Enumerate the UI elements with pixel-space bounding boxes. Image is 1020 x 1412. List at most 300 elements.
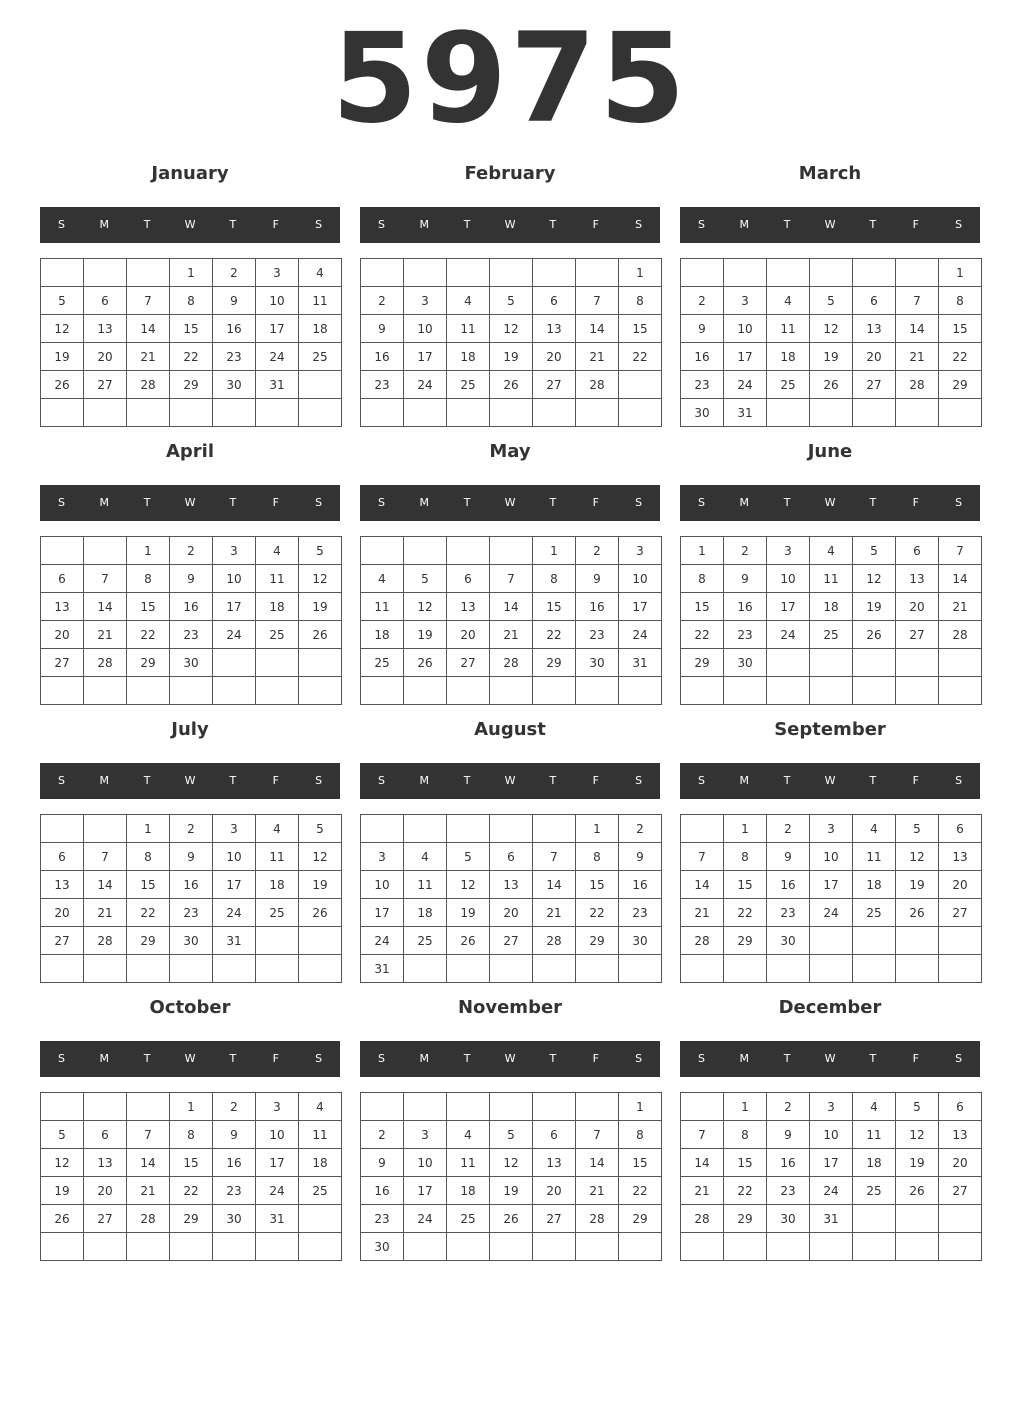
day-cell: 4 bbox=[299, 259, 342, 287]
day-cell: 26 bbox=[41, 1205, 84, 1233]
day-cell: 2 bbox=[576, 537, 619, 565]
weekday-label: S bbox=[377, 496, 385, 509]
day-cell: 31 bbox=[724, 399, 767, 427]
day-cell bbox=[41, 955, 84, 983]
day-cell bbox=[213, 649, 256, 677]
day-cell: 9 bbox=[170, 565, 213, 593]
month-title: August bbox=[474, 719, 546, 740]
day-cell: 6 bbox=[41, 843, 84, 871]
day-cell: 27 bbox=[853, 371, 896, 399]
day-cell bbox=[810, 649, 853, 677]
day-cell: 13 bbox=[490, 871, 533, 899]
week-row bbox=[681, 259, 982, 287]
week-row bbox=[361, 1177, 662, 1205]
day-cell: 21 bbox=[681, 899, 724, 927]
day-cell: 27 bbox=[84, 1205, 127, 1233]
day-cell: 28 bbox=[576, 371, 619, 399]
week-row bbox=[41, 649, 342, 677]
day-cell: 26 bbox=[896, 899, 939, 927]
day-cell: 6 bbox=[490, 843, 533, 871]
day-cell bbox=[853, 1205, 896, 1233]
day-cell: 6 bbox=[84, 1121, 127, 1149]
week-row bbox=[41, 565, 342, 593]
weekday-label: S bbox=[377, 774, 385, 787]
weekday-label: W bbox=[824, 218, 836, 231]
day-cell: 16 bbox=[619, 871, 662, 899]
day-cell: 5 bbox=[896, 1093, 939, 1121]
day-cell: 16 bbox=[213, 1149, 256, 1177]
day-cell: 5 bbox=[490, 287, 533, 315]
day-cell: 6 bbox=[447, 565, 490, 593]
week-row bbox=[681, 1121, 982, 1149]
day-cell: 15 bbox=[170, 315, 213, 343]
month-title: July bbox=[171, 719, 209, 740]
day-cell: 26 bbox=[447, 927, 490, 955]
day-cell: 18 bbox=[299, 315, 342, 343]
week-row bbox=[41, 677, 342, 705]
month-title: March bbox=[798, 163, 862, 184]
day-cell: 26 bbox=[490, 1205, 533, 1233]
day-cell: 2 bbox=[681, 287, 724, 315]
week-row bbox=[41, 593, 342, 621]
day-cell: 6 bbox=[533, 1121, 576, 1149]
day-cell: 21 bbox=[896, 343, 939, 371]
day-cell: 1 bbox=[170, 1093, 213, 1121]
week-row bbox=[361, 1149, 662, 1177]
days-grid bbox=[360, 536, 662, 705]
day-cell: 22 bbox=[170, 343, 213, 371]
day-cell bbox=[404, 1093, 447, 1121]
day-cell: 10 bbox=[724, 315, 767, 343]
week-row bbox=[681, 677, 982, 705]
week-row bbox=[361, 565, 662, 593]
day-cell bbox=[810, 677, 853, 705]
day-cell: 16 bbox=[767, 871, 810, 899]
day-cell: 1 bbox=[619, 259, 662, 287]
day-cell bbox=[127, 1093, 170, 1121]
day-cell: 9 bbox=[767, 843, 810, 871]
day-cell: 1 bbox=[170, 259, 213, 287]
weekday-label: T bbox=[463, 1052, 471, 1065]
month-title: September bbox=[774, 719, 886, 740]
day-cell bbox=[767, 955, 810, 983]
day-cell bbox=[939, 677, 982, 705]
day-cell: 10 bbox=[361, 871, 404, 899]
day-cell bbox=[41, 399, 84, 427]
day-cell bbox=[361, 259, 404, 287]
week-row bbox=[41, 955, 342, 983]
day-cell: 12 bbox=[810, 315, 853, 343]
month-title: October bbox=[149, 997, 231, 1018]
weekday-label: T bbox=[463, 496, 471, 509]
weekday-label: M bbox=[99, 496, 110, 509]
day-cell: 30 bbox=[724, 649, 767, 677]
week-row bbox=[681, 371, 982, 399]
weekday-label: F bbox=[592, 774, 599, 787]
day-cell: 13 bbox=[84, 1149, 127, 1177]
day-cell: 6 bbox=[533, 287, 576, 315]
day-cell: 2 bbox=[361, 1121, 404, 1149]
day-cell: 1 bbox=[127, 537, 170, 565]
weekday-label: F bbox=[272, 774, 279, 787]
week-row bbox=[681, 621, 982, 649]
weekday-label: S bbox=[57, 496, 65, 509]
day-cell: 9 bbox=[724, 565, 767, 593]
day-cell: 29 bbox=[127, 649, 170, 677]
day-cell: 25 bbox=[299, 1177, 342, 1205]
day-cell: 30 bbox=[361, 1233, 404, 1261]
day-cell bbox=[490, 537, 533, 565]
day-cell bbox=[767, 677, 810, 705]
week-row bbox=[681, 649, 982, 677]
week-row bbox=[681, 927, 982, 955]
day-cell: 26 bbox=[299, 621, 342, 649]
day-cell bbox=[853, 399, 896, 427]
weekday-label: T bbox=[549, 218, 557, 231]
day-cell: 9 bbox=[213, 1121, 256, 1149]
weekday-label: F bbox=[912, 774, 919, 787]
day-cell bbox=[533, 1233, 576, 1261]
day-cell: 30 bbox=[576, 649, 619, 677]
day-cell bbox=[810, 927, 853, 955]
day-cell: 5 bbox=[447, 843, 490, 871]
day-cell: 21 bbox=[533, 899, 576, 927]
day-cell: 25 bbox=[299, 343, 342, 371]
day-cell: 10 bbox=[256, 287, 299, 315]
weekday-label: S bbox=[635, 1052, 643, 1065]
day-cell bbox=[404, 815, 447, 843]
day-cell: 23 bbox=[213, 343, 256, 371]
day-cell: 25 bbox=[810, 621, 853, 649]
weekday-label: T bbox=[229, 218, 237, 231]
day-cell: 12 bbox=[447, 871, 490, 899]
day-cell: 31 bbox=[213, 927, 256, 955]
day-cell: 3 bbox=[213, 815, 256, 843]
day-cell bbox=[619, 1233, 662, 1261]
day-cell: 24 bbox=[810, 899, 853, 927]
day-cell: 15 bbox=[619, 315, 662, 343]
day-cell: 16 bbox=[170, 593, 213, 621]
weekday-label: T bbox=[783, 1052, 791, 1065]
weekday-header bbox=[40, 763, 340, 799]
day-cell: 13 bbox=[41, 593, 84, 621]
week-row bbox=[361, 343, 662, 371]
week-row bbox=[361, 1093, 662, 1121]
day-cell: 29 bbox=[533, 649, 576, 677]
day-cell: 24 bbox=[810, 1177, 853, 1205]
day-cell: 1 bbox=[127, 815, 170, 843]
day-cell bbox=[404, 1233, 447, 1261]
day-cell: 8 bbox=[533, 565, 576, 593]
weekday-header bbox=[680, 1041, 980, 1077]
week-row bbox=[41, 537, 342, 565]
week-row bbox=[41, 899, 342, 927]
day-cell: 10 bbox=[256, 1121, 299, 1149]
weekday-label: S bbox=[57, 218, 65, 231]
day-cell: 18 bbox=[853, 1149, 896, 1177]
day-cell: 21 bbox=[576, 1177, 619, 1205]
day-cell: 16 bbox=[724, 593, 767, 621]
weekday-label: S bbox=[635, 774, 643, 787]
day-cell: 4 bbox=[447, 287, 490, 315]
day-cell: 2 bbox=[170, 815, 213, 843]
day-cell: 1 bbox=[576, 815, 619, 843]
week-row bbox=[361, 315, 662, 343]
day-cell: 2 bbox=[213, 259, 256, 287]
day-cell: 28 bbox=[490, 649, 533, 677]
day-cell: 30 bbox=[681, 399, 724, 427]
day-cell: 22 bbox=[619, 1177, 662, 1205]
week-row bbox=[41, 1149, 342, 1177]
weekday-label: M bbox=[739, 496, 750, 509]
day-cell: 12 bbox=[896, 1121, 939, 1149]
day-cell: 18 bbox=[256, 593, 299, 621]
weekday-label: F bbox=[272, 1052, 279, 1065]
month-title: May bbox=[489, 441, 531, 462]
day-cell: 29 bbox=[724, 927, 767, 955]
day-cell: 27 bbox=[939, 1177, 982, 1205]
day-cell bbox=[533, 399, 576, 427]
day-cell: 16 bbox=[361, 343, 404, 371]
weekday-label: M bbox=[739, 218, 750, 231]
week-row bbox=[41, 371, 342, 399]
day-cell: 11 bbox=[299, 287, 342, 315]
week-row bbox=[681, 1093, 982, 1121]
day-cell: 7 bbox=[681, 1121, 724, 1149]
week-row bbox=[681, 1177, 982, 1205]
day-cell: 2 bbox=[619, 815, 662, 843]
weekday-label: S bbox=[377, 1052, 385, 1065]
day-cell: 17 bbox=[767, 593, 810, 621]
day-cell bbox=[170, 955, 213, 983]
weekday-label: M bbox=[419, 496, 430, 509]
day-cell: 7 bbox=[576, 287, 619, 315]
day-cell: 2 bbox=[724, 537, 767, 565]
day-cell: 13 bbox=[41, 871, 84, 899]
weekday-label: F bbox=[912, 496, 919, 509]
weekday-header bbox=[360, 1041, 660, 1077]
weekday-label: T bbox=[143, 218, 151, 231]
week-row bbox=[361, 1121, 662, 1149]
day-cell: 7 bbox=[576, 1121, 619, 1149]
week-row bbox=[41, 1177, 342, 1205]
weekday-label: T bbox=[229, 774, 237, 787]
day-cell: 8 bbox=[681, 565, 724, 593]
day-cell: 29 bbox=[619, 1205, 662, 1233]
day-cell: 25 bbox=[853, 1177, 896, 1205]
weekday-label: T bbox=[463, 774, 471, 787]
day-cell: 14 bbox=[533, 871, 576, 899]
day-cell bbox=[213, 1233, 256, 1261]
weekday-label: W bbox=[504, 774, 516, 787]
day-cell: 9 bbox=[361, 1149, 404, 1177]
day-cell bbox=[361, 399, 404, 427]
day-cell: 23 bbox=[361, 1205, 404, 1233]
day-cell: 18 bbox=[299, 1149, 342, 1177]
weekday-label: M bbox=[99, 774, 110, 787]
month-title: June bbox=[807, 441, 853, 462]
weekday-label: W bbox=[504, 496, 516, 509]
weekday-label: M bbox=[419, 774, 430, 787]
month-title: April bbox=[165, 441, 215, 462]
day-cell: 6 bbox=[939, 815, 982, 843]
day-cell: 5 bbox=[810, 287, 853, 315]
day-cell: 30 bbox=[619, 927, 662, 955]
week-row bbox=[361, 537, 662, 565]
day-cell bbox=[84, 815, 127, 843]
weekday-label: S bbox=[57, 1052, 65, 1065]
day-cell: 17 bbox=[724, 343, 767, 371]
month-december bbox=[680, 993, 980, 1226]
day-cell: 7 bbox=[127, 287, 170, 315]
day-cell: 10 bbox=[810, 843, 853, 871]
month-march bbox=[680, 159, 980, 420]
day-cell: 24 bbox=[213, 899, 256, 927]
day-cell: 23 bbox=[767, 1177, 810, 1205]
day-cell: 14 bbox=[576, 1149, 619, 1177]
day-cell: 22 bbox=[681, 621, 724, 649]
day-cell bbox=[404, 399, 447, 427]
day-cell bbox=[127, 1233, 170, 1261]
day-cell: 27 bbox=[896, 621, 939, 649]
day-cell bbox=[404, 955, 447, 983]
day-cell: 23 bbox=[767, 899, 810, 927]
week-row bbox=[361, 371, 662, 399]
day-cell: 7 bbox=[84, 843, 127, 871]
day-cell: 15 bbox=[127, 871, 170, 899]
day-cell: 23 bbox=[170, 899, 213, 927]
day-cell: 29 bbox=[724, 1205, 767, 1233]
day-cell bbox=[256, 955, 299, 983]
day-cell bbox=[681, 259, 724, 287]
day-cell bbox=[490, 399, 533, 427]
day-cell bbox=[853, 927, 896, 955]
day-cell: 8 bbox=[576, 843, 619, 871]
weekday-label: W bbox=[184, 1052, 196, 1065]
day-cell bbox=[404, 537, 447, 565]
day-cell: 23 bbox=[213, 1177, 256, 1205]
day-cell bbox=[299, 677, 342, 705]
weekday-label: T bbox=[229, 496, 237, 509]
day-cell: 13 bbox=[896, 565, 939, 593]
month-september bbox=[680, 715, 980, 948]
day-cell: 30 bbox=[767, 1205, 810, 1233]
day-cell: 22 bbox=[170, 1177, 213, 1205]
day-cell: 28 bbox=[896, 371, 939, 399]
day-cell: 28 bbox=[127, 371, 170, 399]
day-cell: 19 bbox=[490, 1177, 533, 1205]
weekday-label: W bbox=[824, 774, 836, 787]
day-cell: 21 bbox=[84, 621, 127, 649]
weekday-label: W bbox=[504, 218, 516, 231]
weekday-label: M bbox=[739, 1052, 750, 1065]
day-cell: 21 bbox=[127, 343, 170, 371]
day-cell: 3 bbox=[213, 537, 256, 565]
day-cell: 15 bbox=[576, 871, 619, 899]
day-cell: 20 bbox=[939, 871, 982, 899]
day-cell: 4 bbox=[256, 537, 299, 565]
weekday-label: T bbox=[463, 218, 471, 231]
day-cell bbox=[41, 259, 84, 287]
week-row bbox=[361, 677, 662, 705]
weekday-header bbox=[680, 207, 980, 243]
day-cell: 24 bbox=[213, 621, 256, 649]
week-row bbox=[41, 259, 342, 287]
week-row bbox=[361, 399, 662, 427]
day-cell: 17 bbox=[213, 871, 256, 899]
day-cell: 25 bbox=[767, 371, 810, 399]
day-cell: 1 bbox=[533, 537, 576, 565]
day-cell: 14 bbox=[127, 1149, 170, 1177]
day-cell: 4 bbox=[299, 1093, 342, 1121]
day-cell bbox=[767, 259, 810, 287]
day-cell: 20 bbox=[84, 343, 127, 371]
day-cell: 7 bbox=[127, 1121, 170, 1149]
day-cell bbox=[84, 399, 127, 427]
day-cell: 8 bbox=[619, 287, 662, 315]
days-grid bbox=[360, 258, 662, 427]
week-row bbox=[681, 287, 982, 315]
day-cell: 21 bbox=[490, 621, 533, 649]
week-row bbox=[41, 399, 342, 427]
day-cell: 13 bbox=[853, 315, 896, 343]
day-cell: 12 bbox=[299, 565, 342, 593]
day-cell: 10 bbox=[404, 315, 447, 343]
day-cell: 10 bbox=[404, 1149, 447, 1177]
day-cell: 20 bbox=[533, 1177, 576, 1205]
week-row bbox=[361, 1233, 662, 1261]
day-cell: 17 bbox=[213, 593, 256, 621]
day-cell: 20 bbox=[41, 899, 84, 927]
day-cell: 13 bbox=[84, 315, 127, 343]
day-cell: 9 bbox=[170, 843, 213, 871]
week-row bbox=[361, 871, 662, 899]
week-row bbox=[361, 621, 662, 649]
day-cell bbox=[853, 649, 896, 677]
day-cell bbox=[490, 815, 533, 843]
day-cell: 10 bbox=[213, 843, 256, 871]
day-cell: 21 bbox=[84, 899, 127, 927]
day-cell: 18 bbox=[853, 871, 896, 899]
day-cell: 11 bbox=[810, 565, 853, 593]
day-cell: 7 bbox=[84, 565, 127, 593]
month-june bbox=[680, 437, 980, 670]
day-cell: 16 bbox=[681, 343, 724, 371]
day-cell: 8 bbox=[724, 843, 767, 871]
day-cell: 24 bbox=[724, 371, 767, 399]
day-cell: 28 bbox=[681, 927, 724, 955]
day-cell: 8 bbox=[619, 1121, 662, 1149]
day-cell bbox=[939, 927, 982, 955]
weekday-header bbox=[360, 485, 660, 521]
day-cell: 14 bbox=[896, 315, 939, 343]
day-cell: 30 bbox=[170, 927, 213, 955]
weekday-label: T bbox=[783, 496, 791, 509]
week-row bbox=[681, 1233, 982, 1261]
week-row bbox=[361, 815, 662, 843]
day-cell: 20 bbox=[896, 593, 939, 621]
day-cell: 14 bbox=[681, 1149, 724, 1177]
day-cell: 19 bbox=[447, 899, 490, 927]
day-cell: 23 bbox=[170, 621, 213, 649]
weekday-label: M bbox=[739, 774, 750, 787]
day-cell: 28 bbox=[533, 927, 576, 955]
day-cell: 17 bbox=[810, 871, 853, 899]
day-cell: 1 bbox=[939, 259, 982, 287]
day-cell: 20 bbox=[41, 621, 84, 649]
weekday-label: F bbox=[272, 496, 279, 509]
day-cell: 1 bbox=[724, 1093, 767, 1121]
